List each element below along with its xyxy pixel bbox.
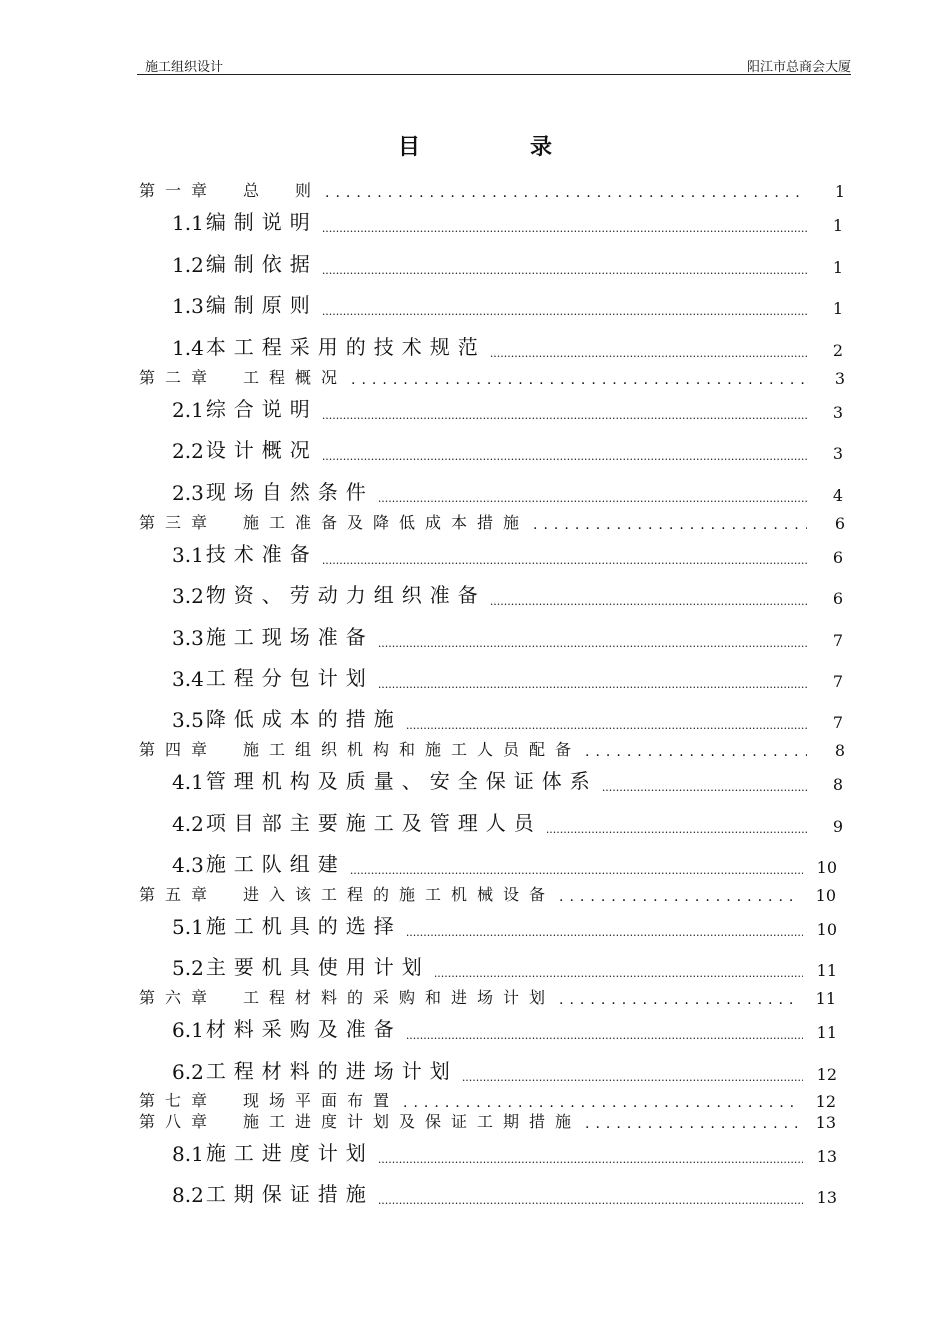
toc-entry-label: 管理机构及质量、安全保证体系: [205, 769, 598, 793]
toc-section-number: 3.3: [172, 626, 204, 650]
toc-leader: [434, 960, 803, 980]
toc-entry-label: 施工进度计划: [205, 1141, 374, 1165]
toc-entry-label: 第六章 工程材料的采购和进场计划: [139, 988, 556, 1007]
toc-leader: [406, 1022, 803, 1042]
toc-leader: [585, 1116, 798, 1132]
toc-entry-label: 项目部主要施工及管理人员: [205, 811, 542, 835]
toc-page-number: 6: [832, 589, 843, 608]
toc-page-number: 13: [815, 1113, 836, 1132]
toc-leader: [322, 547, 809, 567]
toc-entry-label: 工程材料的进场计划: [205, 1059, 458, 1083]
toc-leader: [322, 443, 809, 463]
toc-entry-label: 技术准备: [205, 542, 318, 566]
toc-page-number: 13: [816, 1188, 837, 1207]
toc-entry-label: 编制说明: [205, 210, 318, 234]
toc-section-number: 6.1: [172, 1018, 204, 1042]
toc-leader: [325, 185, 807, 201]
toc-section-6-1[interactable]: [172, 1013, 837, 1042]
toc-entry-label: 本工程采用的技术规范: [205, 335, 486, 359]
toc-section-number: 8.1: [172, 1142, 204, 1166]
toc-section-number: 3.2: [172, 584, 204, 608]
toc-leader: [322, 215, 809, 235]
toc-section-4-1[interactable]: [172, 765, 843, 794]
toc-section-3-5[interactable]: [172, 703, 843, 732]
toc-entry-label: 第五章 进入该工程的施工机械设备: [139, 885, 556, 904]
toc-page-number: 1: [832, 258, 843, 277]
toc-leader: [490, 340, 809, 360]
toc-page-number: 2: [832, 341, 843, 360]
toc-section-2-1[interactable]: [172, 393, 843, 422]
toc-entry-label: 第七章 现场平面布置: [139, 1091, 400, 1110]
toc-page-number: 6: [834, 514, 845, 533]
toc-entry-label: 降低成本的措施: [205, 707, 402, 731]
header-right-text: 阳江市总商会大厦: [746, 60, 851, 75]
toc-page-number: 7: [832, 672, 843, 691]
toc-section-number: 2.2: [172, 439, 204, 463]
toc-page-number: 3: [832, 444, 843, 463]
toc-entry-label: 第四章 施工组织机构和施工人员配备: [139, 740, 582, 759]
toc-leader: [378, 485, 809, 505]
toc-section-number: 1.1: [172, 211, 204, 235]
toc-chapter-7[interactable]: [139, 1088, 836, 1111]
toc-section-number: 2.1: [172, 398, 204, 422]
toc-section-number: 1.2: [172, 253, 204, 277]
toc-section-number: 1.3: [172, 294, 204, 318]
toc-section-3-1[interactable]: [172, 538, 843, 567]
toc-entry-label: 现场自然条件: [205, 480, 374, 504]
toc-leader: [533, 517, 807, 533]
toc-leader: [378, 630, 809, 650]
toc-page-number: 3: [834, 369, 845, 388]
toc-section-4-3[interactable]: [172, 848, 837, 877]
toc-page-number: 11: [816, 1023, 837, 1042]
toc-page-number: 8: [832, 775, 843, 794]
toc-page-number: 1: [832, 216, 843, 235]
toc-leader: [585, 744, 807, 760]
toc-page-number: 11: [816, 961, 837, 980]
toc-entry-label: 物资、劳动力组织准备: [205, 583, 486, 607]
toc-page-number: 6: [832, 548, 843, 567]
toc-page-number: 8: [834, 741, 845, 760]
toc-section-1-3[interactable]: [172, 289, 843, 318]
toc-page-number: 11: [815, 989, 836, 1008]
toc-leader: [559, 889, 798, 905]
toc-page-number: 13: [816, 1147, 837, 1166]
toc-page-number: 10: [816, 858, 837, 877]
header-left-text: 施工组织设计: [145, 60, 224, 75]
toc-section-3-2[interactable]: [172, 579, 843, 608]
toc-section-8-1[interactable]: [172, 1137, 837, 1166]
toc-leader: [322, 257, 809, 277]
toc-entry-label: 第二章 工程概况: [139, 368, 348, 387]
toc-leader: [322, 298, 809, 318]
toc-chapter-3[interactable]: [139, 510, 845, 533]
toc-entry-label: 编制原则: [205, 293, 318, 317]
toc-leader: [559, 992, 798, 1008]
toc-leader: [406, 712, 809, 732]
toc-section-number: 4.2: [172, 812, 204, 836]
toc-entry-label: 工期保证措施: [205, 1182, 374, 1206]
toc-section-number: 8.2: [172, 1183, 204, 1207]
toc-page-number: 10: [815, 886, 836, 905]
toc-page-number: 9: [832, 817, 843, 836]
toc-title-part1: 目: [397, 134, 420, 160]
toc-section-1-4[interactable]: [172, 331, 843, 360]
toc-entry-label: 主要机具使用计划: [205, 955, 430, 979]
toc-entry-label: 编制依据: [205, 252, 318, 276]
toc-page-number: 7: [832, 631, 843, 650]
toc-page-number: 12: [815, 1092, 836, 1111]
toc-chapter-8[interactable]: [139, 1109, 836, 1132]
toc-entry-label: 设计概况: [205, 438, 318, 462]
toc-title-part2: 录: [530, 134, 553, 160]
toc-section-6-2[interactable]: [172, 1055, 837, 1084]
toc-section-4-2[interactable]: [172, 807, 843, 836]
toc-entry-label: 材料采购及准备: [205, 1017, 402, 1041]
toc-chapter-5[interactable]: [139, 882, 836, 905]
toc-entry-label: 施工现场准备: [205, 625, 374, 649]
toc-leader: [462, 1064, 803, 1084]
toc-section-1-1[interactable]: [172, 206, 843, 235]
toc-leader: [378, 1146, 803, 1166]
toc-leader: [350, 857, 803, 877]
toc-chapter-1[interactable]: [139, 178, 845, 201]
toc-chapter-2[interactable]: [139, 365, 845, 388]
toc-section-5-1[interactable]: [172, 910, 837, 939]
toc-section-number: 3.4: [172, 667, 204, 691]
toc-leader: [322, 402, 809, 422]
toc-section-number: 5.1: [172, 915, 204, 939]
toc-section-1-2[interactable]: [172, 248, 843, 277]
toc-entry-label: 施工队组建: [205, 852, 346, 876]
toc-section-number: 1.4: [172, 336, 204, 360]
toc-leader: [378, 1187, 803, 1207]
toc-page-number: 7: [832, 713, 843, 732]
toc-section-number: 2.3: [172, 481, 204, 505]
toc-leader: [490, 588, 809, 608]
toc-leader: [351, 372, 807, 388]
toc-chapter-4[interactable]: [139, 737, 845, 760]
toc-page-number: 1: [834, 182, 845, 201]
toc-section-3-3[interactable]: [172, 621, 843, 650]
toc-section-number: 6.2: [172, 1060, 204, 1084]
toc-entry-label: 第三章 施工准备及降低成本措施: [139, 513, 530, 532]
toc-section-number: 3.1: [172, 543, 204, 567]
toc-entry-label: 工程分包计划: [205, 666, 374, 690]
toc-leader: [546, 816, 809, 836]
toc-entry-label: 第一章 总 则: [139, 181, 322, 200]
toc-page-number: 12: [816, 1065, 837, 1084]
toc-section-2-3[interactable]: [172, 476, 843, 505]
toc-section-5-2[interactable]: [172, 951, 837, 980]
toc-entry-label: 施工机具的选择: [205, 914, 402, 938]
toc-section-3-4[interactable]: [172, 662, 843, 691]
toc-section-number: 4.1: [172, 770, 204, 794]
toc-section-2-2[interactable]: [172, 434, 843, 463]
toc-leader: [378, 671, 809, 691]
toc-chapter-6[interactable]: [139, 985, 836, 1008]
toc-entry-label: 第八章 施工进度计划及保证工期措施: [139, 1112, 582, 1131]
toc-leader: [602, 774, 809, 794]
toc-page-number: 3: [832, 403, 843, 422]
toc-page-number: 1: [832, 299, 843, 318]
toc-section-8-2[interactable]: [172, 1178, 837, 1207]
toc-leader: [406, 919, 803, 939]
toc-section-number: 3.5: [172, 708, 204, 732]
toc-section-number: 5.2: [172, 956, 204, 980]
toc-page-number: 10: [816, 920, 837, 939]
toc-entry-label: 综合说明: [205, 397, 318, 421]
toc-page-number: 4: [832, 486, 843, 505]
toc-section-number: 4.3: [172, 853, 204, 877]
